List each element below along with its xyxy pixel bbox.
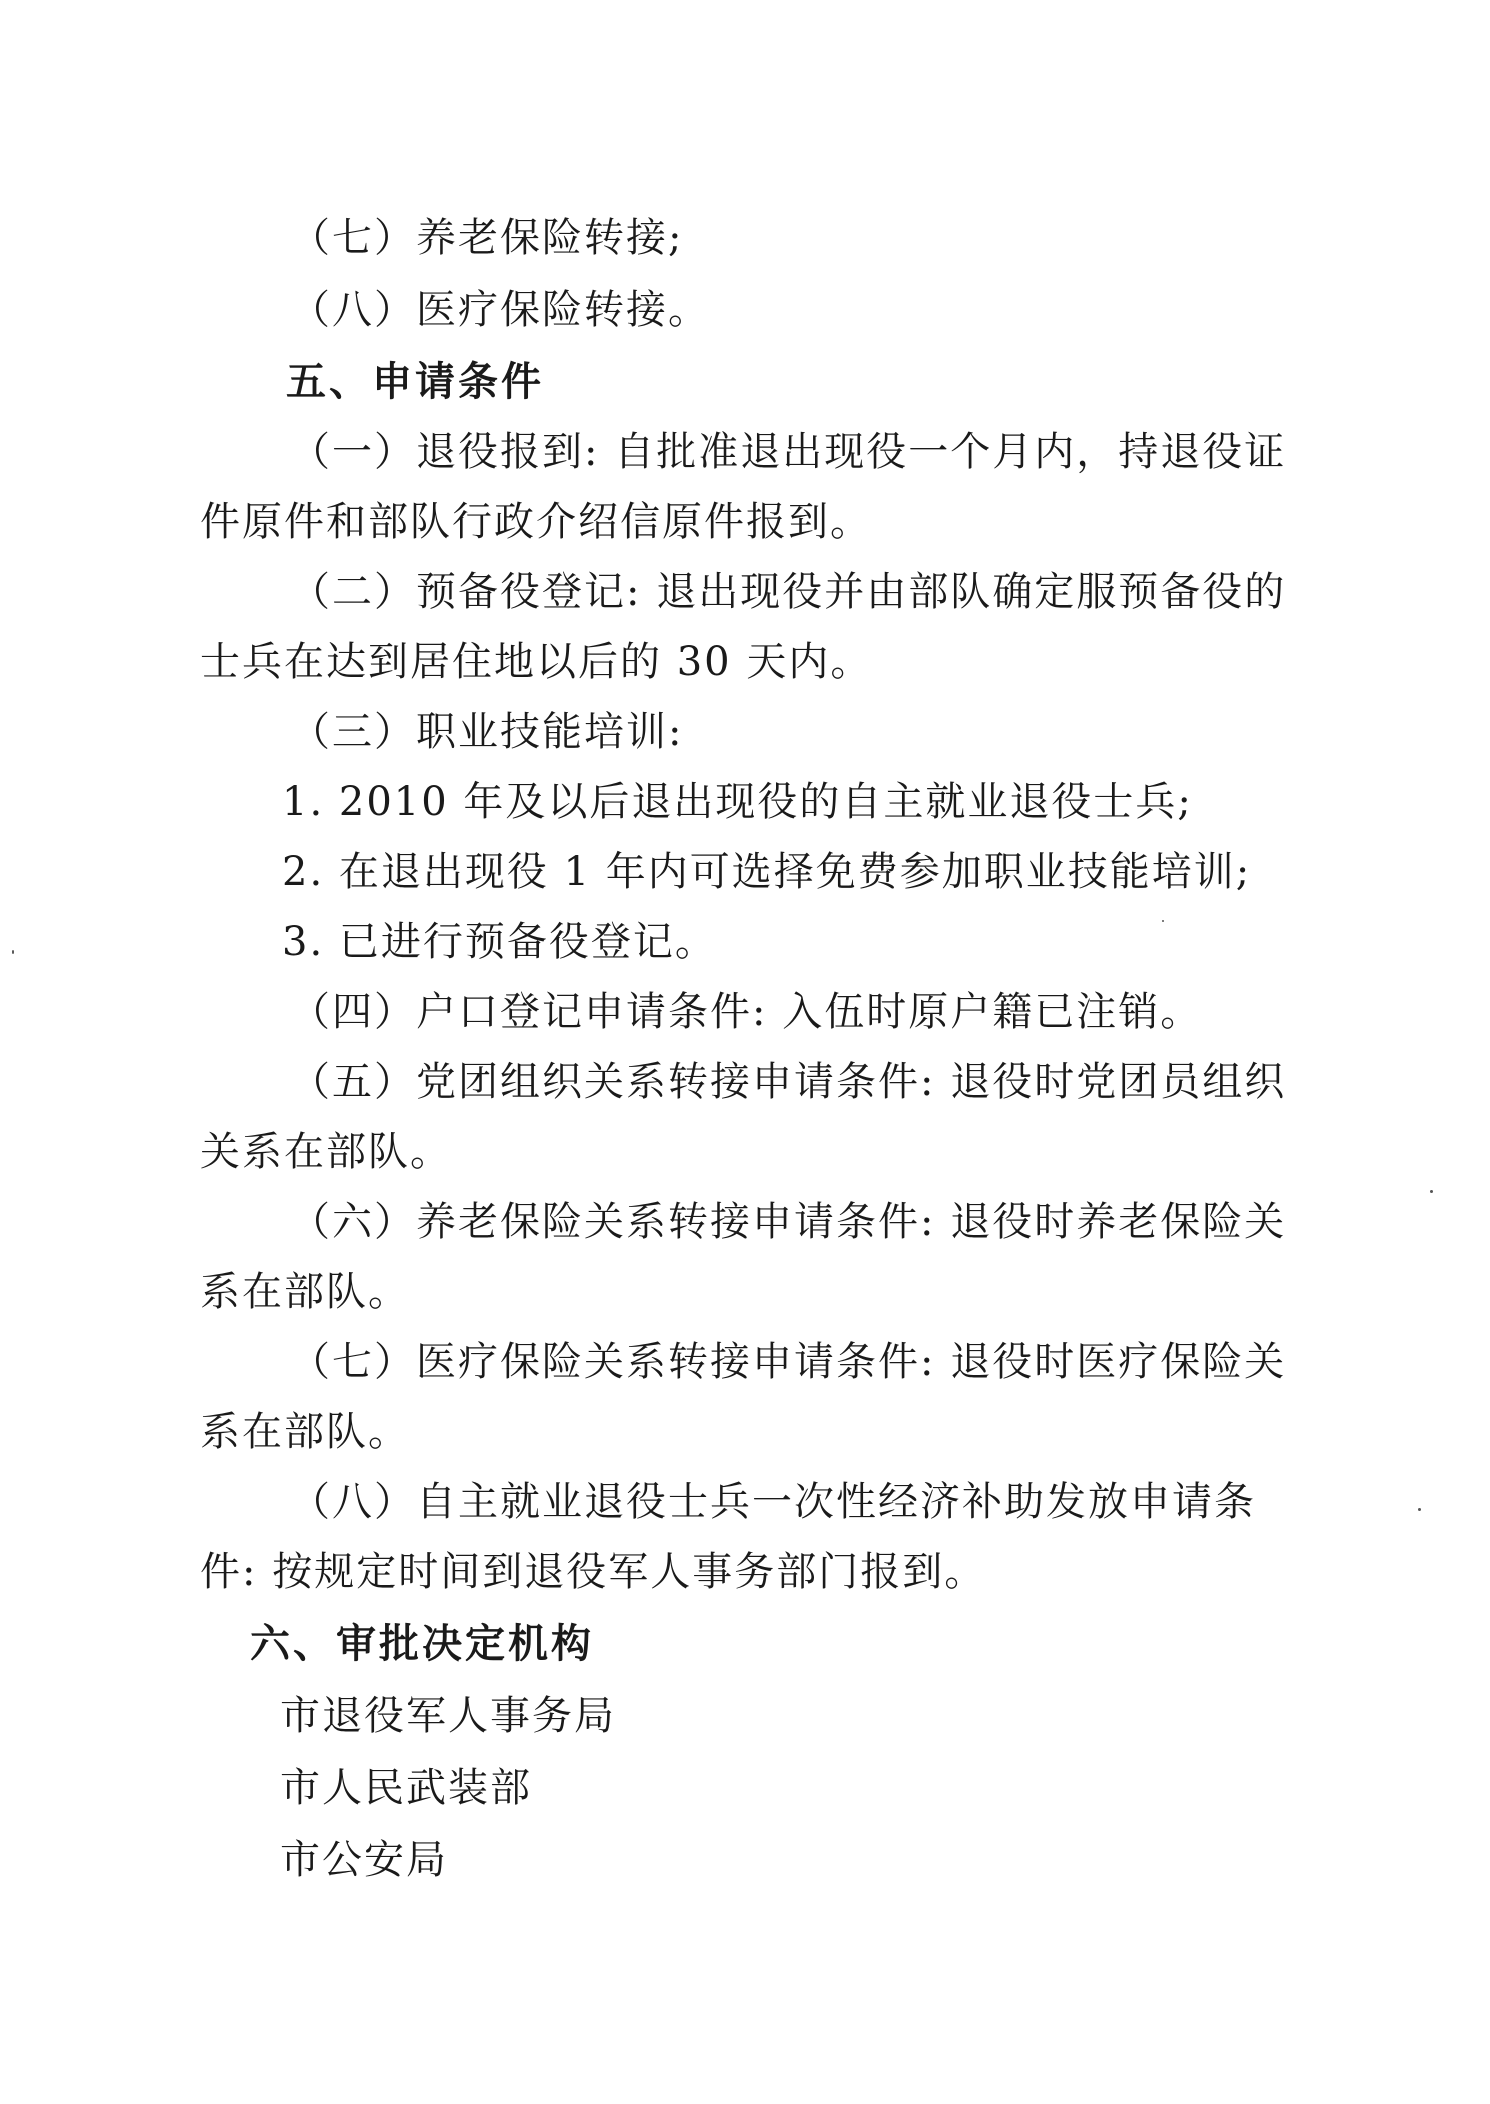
text-line-pension-transfer: （七）养老保险转接;	[290, 215, 684, 261]
text-line-condition-7a: （七）医疗保险关系转接申请条件: 退役时医疗保险关	[290, 1339, 1287, 1385]
text-line-condition-6a: （六）养老保险关系转接申请条件: 退役时养老保险关	[290, 1199, 1287, 1245]
text-line-condition-1a: （一）退役报到: 自批准退出现役一个月内，持退役证	[290, 429, 1287, 475]
text-line-condition-3: （三）职业技能培训:	[290, 709, 684, 755]
text-line-condition-3-item-3: 3. 已进行预备役登记。	[282, 919, 717, 965]
scan-speck	[1430, 1190, 1433, 1193]
text-line-condition-6b: 系在部队。	[200, 1269, 410, 1315]
text-line-condition-7b: 系在部队。	[200, 1409, 410, 1455]
authority-veterans-affairs-bureau: 市退役军人事务局	[280, 1693, 616, 1739]
authority-public-security-bureau: 市公安局	[280, 1837, 448, 1883]
text-line-condition-2b: 士兵在达到居住地以后的 30 天内。	[200, 639, 873, 685]
text-line-condition-1b: 件原件和部队行政介绍信原件报到。	[200, 499, 872, 545]
scan-speck	[1162, 920, 1164, 922]
text-line-medical-transfer: （八）医疗保险转接。	[290, 287, 710, 333]
section-heading-application-conditions: 五、申请条件	[286, 358, 544, 405]
text-line-condition-2a: （二）预备役登记: 退出现役并由部队确定服预备役的	[290, 569, 1287, 615]
text-line-condition-4: （四）户口登记申请条件: 入伍时原户籍已注销。	[290, 989, 1203, 1035]
text-line-condition-8b: 件: 按规定时间到退役军人事务部门报到。	[200, 1549, 987, 1595]
text-line-condition-3-item-1: 1. 2010 年及以后退出现役的自主就业退役士兵;	[282, 779, 1193, 825]
text-line-condition-8a: （八）自主就业退役士兵一次性经济补助发放申请条	[290, 1479, 1256, 1525]
scan-speck	[1418, 1508, 1421, 1511]
text-line-condition-3-item-2: 2. 在退出现役 1 年内可选择免费参加职业技能培训;	[282, 849, 1252, 895]
text-line-condition-5a: （五）党团组织关系转接申请条件: 退役时党团员组织	[290, 1059, 1287, 1105]
scan-speck	[12, 950, 14, 954]
text-line-condition-5b: 关系在部队。	[200, 1129, 452, 1175]
section-heading-approval-authority: 六、审批决定机构	[250, 1620, 594, 1667]
authority-peoples-armed-forces-department: 市人民武装部	[280, 1765, 532, 1811]
